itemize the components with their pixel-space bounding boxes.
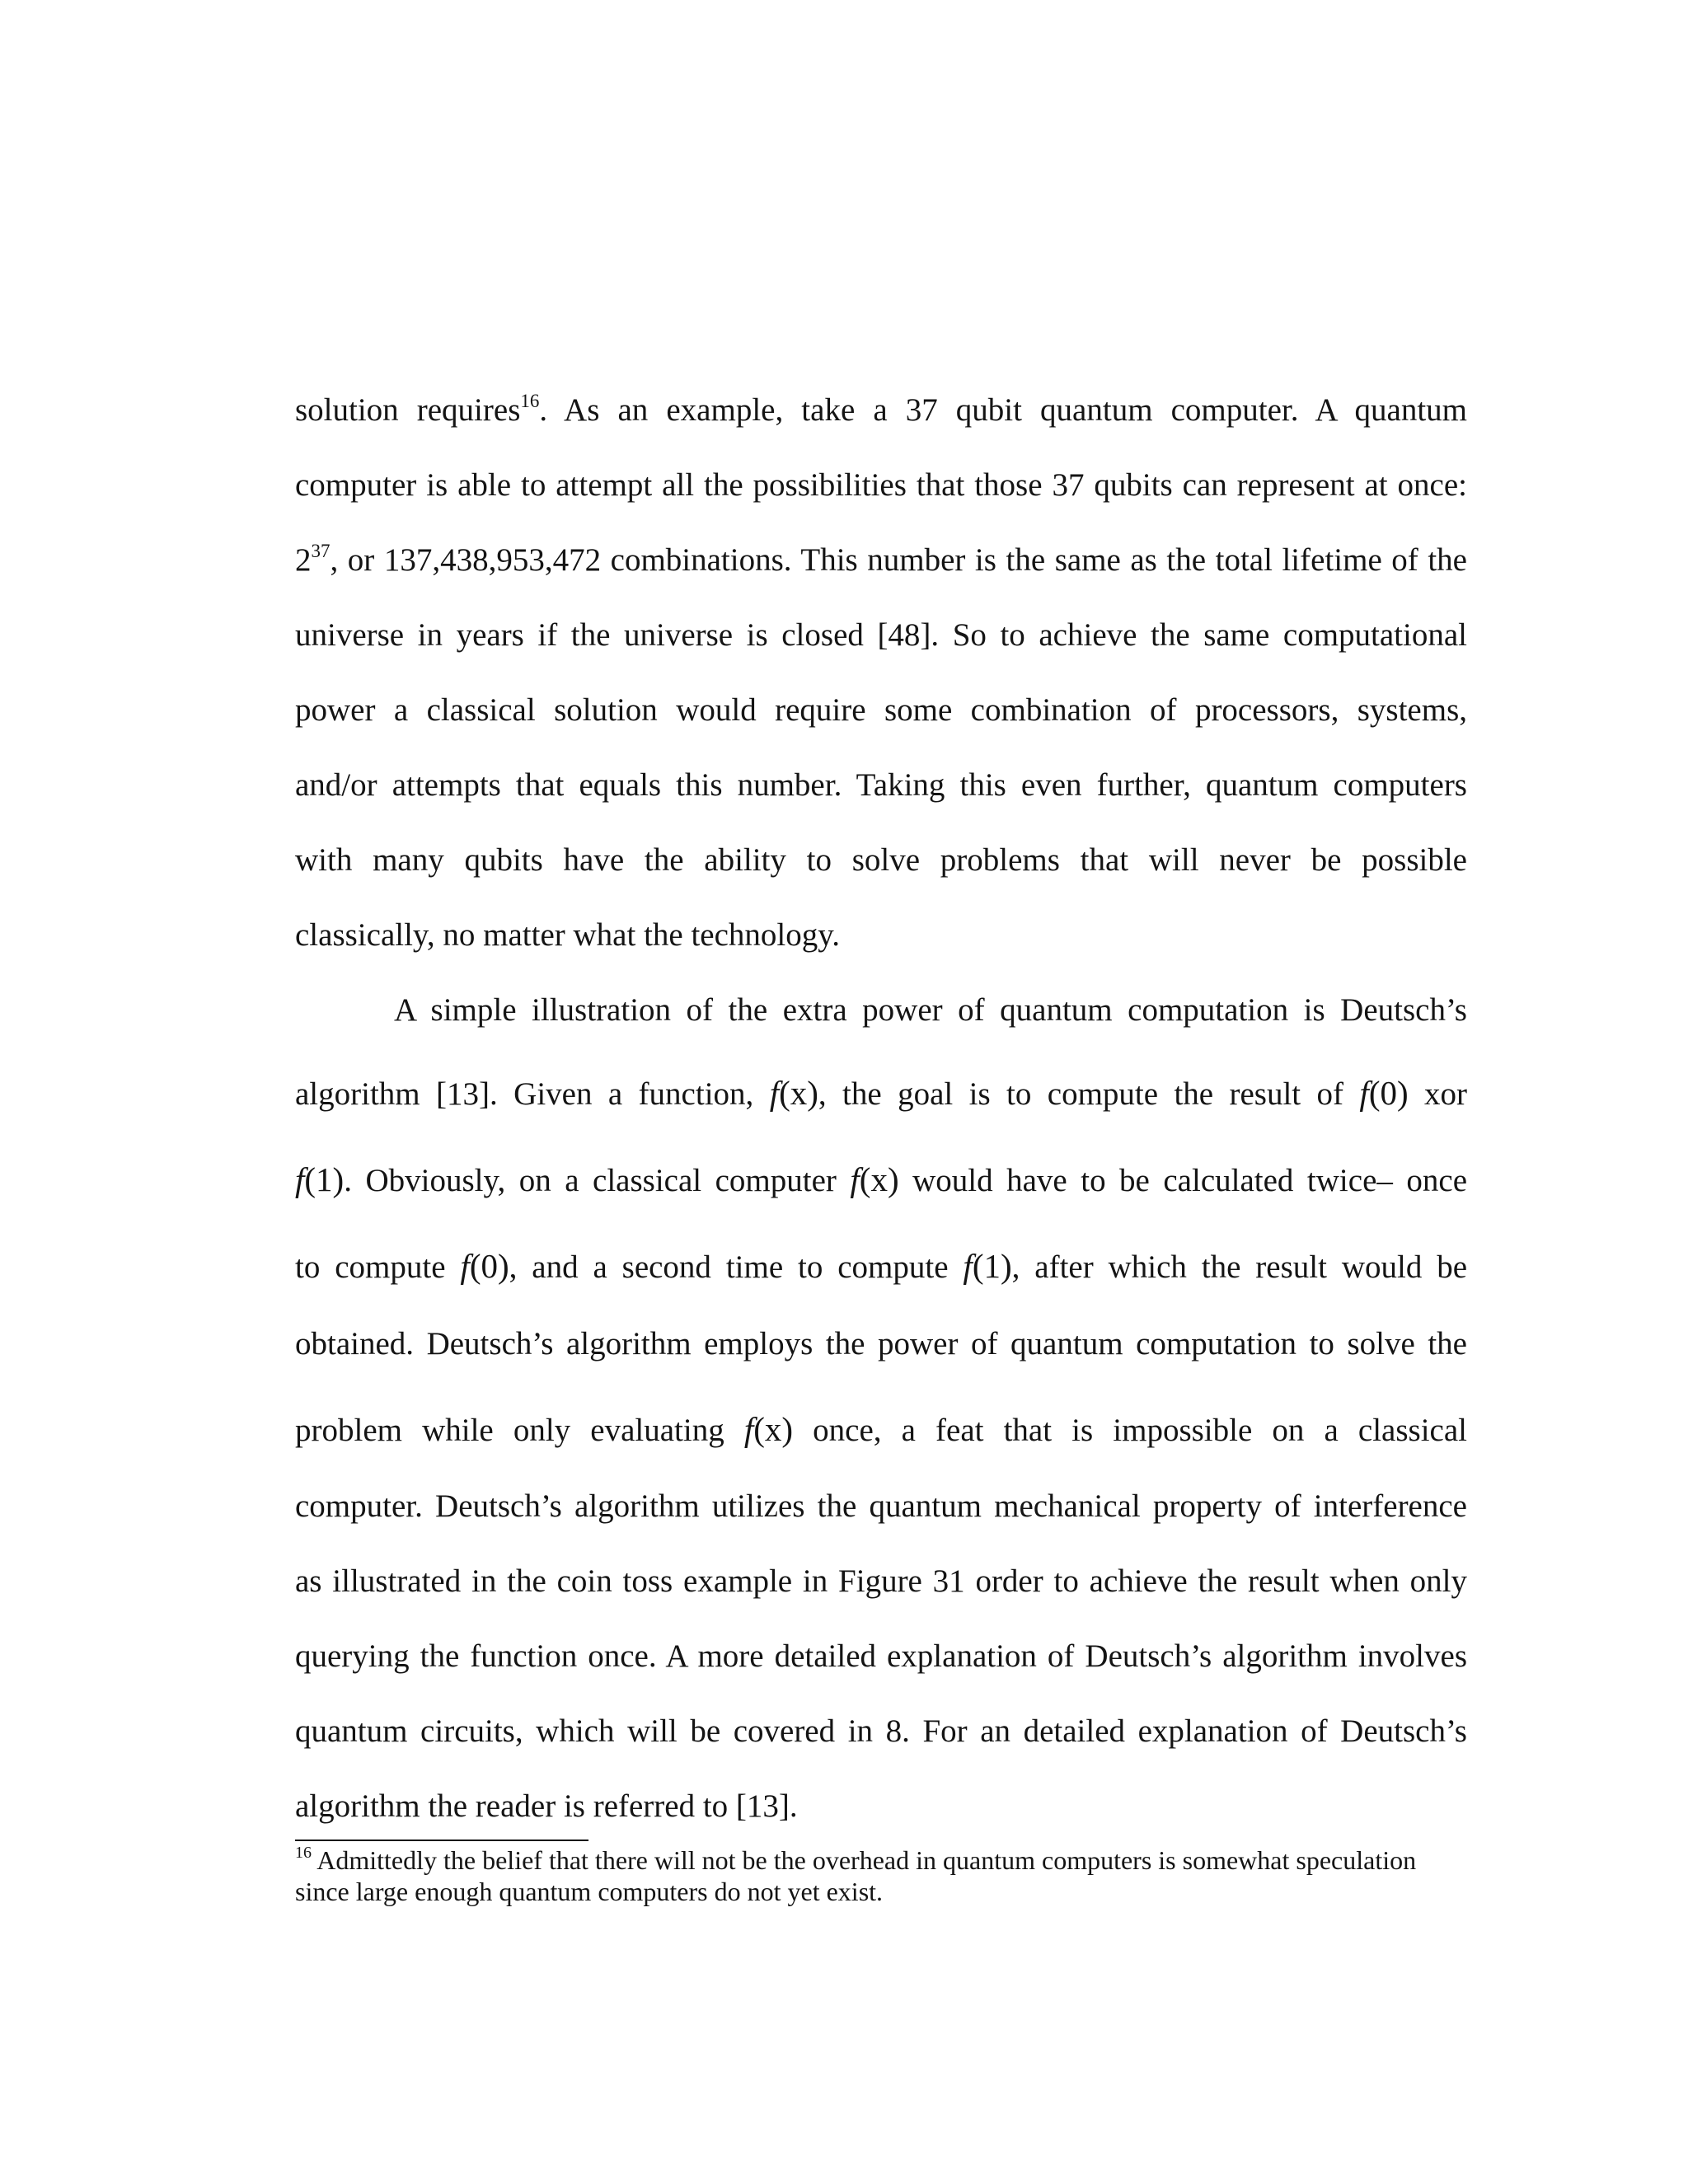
math-f-of-0 (1359, 1074, 1408, 1112)
text: Admittedly the belief that there will not be the overhead in quantum computers is somewhat speculation (312, 1845, 1417, 1875)
math-argument: (0) (1368, 1074, 1409, 1112)
exponent: 37 (311, 541, 331, 561)
text: , and a second time to compute (509, 1249, 949, 1285)
paragraph-1-line-8 (295, 916, 1467, 955)
math-f-of-1 (295, 1160, 344, 1198)
text: problem while only evaluating (295, 1413, 724, 1448)
text: A simple illustration of the extra power of quantum computation is Deutsch’s (394, 992, 1467, 1028)
footnote-line-1 (295, 1844, 1467, 1876)
text: computer. Deutsch’s algorithm utilizes the quantum mechanical property of interference (295, 1488, 1467, 1524)
paragraph-2-line-2 (295, 1073, 1467, 1113)
text: universe in years if the universe is closed [48]. So to achieve the same computational (295, 617, 1467, 653)
paragraph-2-line-4 (295, 1246, 1467, 1286)
math-symbol: f (1359, 1074, 1369, 1112)
paragraph-1-line-4 (295, 616, 1467, 655)
paragraph-2-line-6 (295, 1409, 1467, 1449)
text: with many qubits have the ability to solve problems that will never be possible (295, 842, 1467, 878)
text: obtained. Deutsch’s algorithm employs the power of quantum computation to solve the (295, 1326, 1467, 1361)
paragraph-2-line-5 (295, 1324, 1467, 1364)
paragraph-2-line-10 (295, 1712, 1467, 1751)
math-f-of-x (850, 1160, 898, 1198)
text: as illustrated in the coin toss example in Figure 31 order to achieve the result when only (295, 1563, 1467, 1599)
paragraph-1-line-2 (295, 466, 1467, 505)
footnote-line-2 (295, 1876, 1467, 1907)
text: since large enough quantum computers do not yet exist. (295, 1877, 884, 1906)
paragraph-2-line-3 (295, 1160, 1467, 1199)
paragraph-1-line-5 (295, 691, 1467, 730)
footnote-ref: 16 (520, 391, 540, 411)
text: xor (1424, 1076, 1468, 1112)
math-symbol: f (743, 1410, 754, 1448)
paragraph-1-line-7 (295, 841, 1467, 880)
paragraph-1-line-1 (295, 391, 1467, 430)
text: and/or attempts that equals this number. Taking this even further, quantum computers (295, 767, 1467, 803)
footnote-separator (295, 1840, 588, 1841)
text: algorithm the reader is referred to [13]. (295, 1788, 798, 1824)
math-f-of-1 (963, 1247, 1011, 1285)
paragraph-2-line-11 (295, 1787, 1467, 1826)
math-symbol: f (295, 1160, 305, 1198)
math-argument: (x) (859, 1160, 899, 1198)
text: , after which the result would be (1011, 1249, 1468, 1285)
text: algorithm [13]. Given a function, (295, 1076, 754, 1112)
math-f-of-x (744, 1410, 793, 1448)
paragraph-1-line-3 (295, 541, 1467, 580)
math-symbol: f (460, 1247, 470, 1285)
paragraph-1-line-6 (295, 766, 1467, 805)
text: quantum circuits, which will be covered in 8. For an detailed explanation of Deutsch’s (295, 1713, 1467, 1749)
math-f-of-x (770, 1074, 818, 1112)
text: , the goal is to compute the result of (818, 1076, 1344, 1112)
math-argument: (0) (469, 1247, 509, 1285)
math-f-of-0 (460, 1247, 509, 1285)
text: . Obviously, on a classical computer (344, 1163, 837, 1198)
text: . As an example, take a 37 qubit quantum computer. A quantum (539, 392, 1467, 428)
paragraph-2-line-9 (295, 1637, 1467, 1676)
text: solution requires (295, 392, 521, 428)
math-symbol: f (850, 1160, 860, 1198)
text: power a classical solution would require some combination of processors, systems, (295, 692, 1467, 728)
math-argument: (x) (753, 1410, 794, 1448)
power-base: 2 (295, 542, 312, 578)
footnote-marker: 16 (295, 1844, 312, 1863)
paragraph-2-line-8 (295, 1562, 1467, 1601)
math-argument: (1) (304, 1160, 345, 1198)
paragraph-2-line-1 (394, 991, 1467, 1030)
text: , or 137,438,953,472 combinations. This number is the same as the total lifetime of the (330, 542, 1467, 578)
math-symbol: f (963, 1247, 973, 1285)
text: computer is able to attempt all the possibilities that those 37 qubits can represent at once: (295, 467, 1467, 503)
text: would have to be calculated twice– once (912, 1163, 1468, 1198)
text: querying the function once. A more detailed explanation of Deutsch’s algorithm involves (295, 1638, 1467, 1674)
text: to compute (295, 1249, 446, 1285)
math-argument: (x) (779, 1074, 818, 1112)
math-symbol: f (769, 1074, 780, 1112)
math-argument: (1) (972, 1247, 1012, 1285)
text: classically, no matter what the technology. (295, 917, 840, 953)
text: once, a feat that is impossible on a classical (813, 1413, 1468, 1448)
paragraph-2-line-7 (295, 1487, 1467, 1526)
